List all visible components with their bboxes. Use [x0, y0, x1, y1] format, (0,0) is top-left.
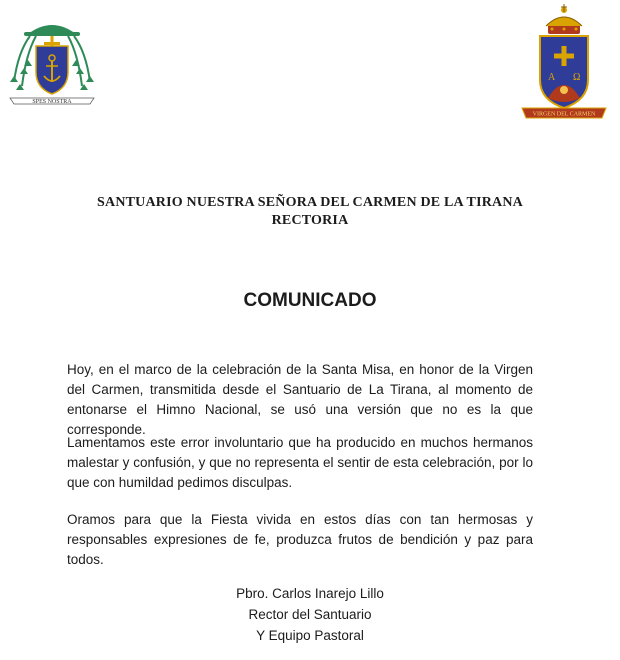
- paragraph: Oramos para que la Fiesta vivida en estos días con tan hermosas y responsables expresiones de fe, produzca frutos de bendición y paz para todos.: [67, 512, 533, 567]
- alpha-symbol: A: [548, 72, 556, 83]
- omega-symbol: Ω: [573, 72, 581, 83]
- sanctuary-shield-icon: [518, 2, 610, 126]
- signature-block: [0, 583, 620, 646]
- document-title: COMUNICADO: [243, 290, 377, 311]
- header-office: RECTORIA: [271, 213, 349, 228]
- paragraph: Hoy, en el marco de la celebración de la Santa Misa, en honor de la Virgen del Carmen, transmitida desde el Santuario de La Tirana, al momento de entonarse el Himno Nacional, se usó una versión que no es la que corresponde.: [67, 362, 533, 437]
- header-institution: SANTUARIO NUESTRA SEÑORA DEL CARMEN DE LA TIRANA: [97, 195, 523, 210]
- paragraph: Lamentamos este error involuntario que ha producido en muchos hermanos malestar y confusión, y que no representa el sentir de esta celebración, por lo que con humildad pedimos disculpas.: [67, 435, 533, 490]
- signatory-team: Y Equipo Pastoral: [256, 628, 364, 643]
- episcopal-coat-of-arms-icon: [6, 12, 98, 110]
- motto-text: SPES NOSTRA: [32, 99, 72, 105]
- document-header: [0, 194, 620, 230]
- signatory-name: Pbro. Carlos Inarejo Lillo: [236, 586, 384, 601]
- banner-text: VIRGEN DEL CARMEN: [532, 111, 596, 118]
- signatory-role: Rector del Santuario: [248, 607, 372, 622]
